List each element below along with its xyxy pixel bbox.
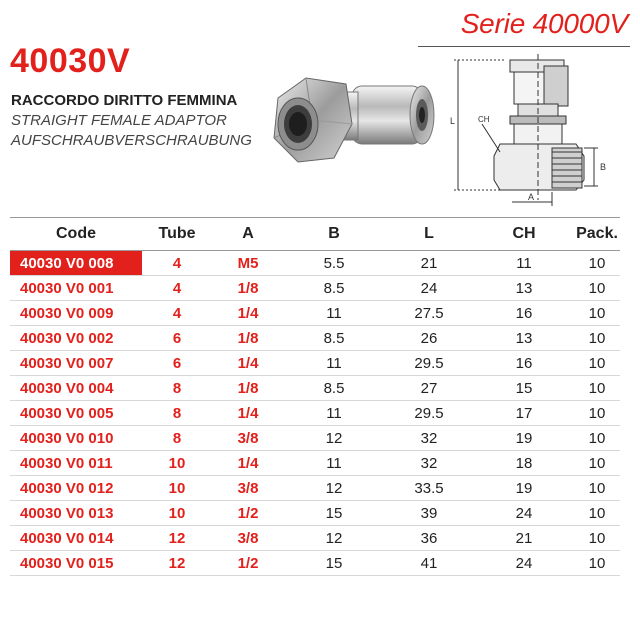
cell-code: 40030 V0 004 [10, 376, 142, 401]
cell-a: 3/8 [212, 476, 284, 501]
cell-l: 29.5 [384, 401, 474, 426]
cell-a: 3/8 [212, 526, 284, 551]
cell-a: 1/2 [212, 551, 284, 576]
cell-b: 8.5 [284, 326, 384, 351]
cell-l: 27.5 [384, 301, 474, 326]
cell-tube: 4 [142, 251, 212, 276]
cell-a: 1/8 [212, 326, 284, 351]
cell-ch: 13 [474, 326, 574, 351]
cell-ch: 13 [474, 276, 574, 301]
cell-ch: 21 [474, 526, 574, 551]
table-row [10, 276, 620, 301]
cell-ch: 17 [474, 401, 574, 426]
cell-b: 11 [284, 401, 384, 426]
cell-b: 15 [284, 551, 384, 576]
cell-a: 1/4 [212, 451, 284, 476]
cell-pack: 10 [574, 326, 620, 351]
cell-b: 11 [284, 451, 384, 476]
cell-ch: 16 [474, 351, 574, 376]
spec-table [10, 217, 620, 576]
cell-pack: 10 [574, 376, 620, 401]
cell-b: 11 [284, 301, 384, 326]
cell-tube: 4 [142, 276, 212, 301]
cell-l: 26 [384, 326, 474, 351]
cell-ch: 18 [474, 451, 574, 476]
cell-ch: 15 [474, 376, 574, 401]
cell-b: 11 [284, 351, 384, 376]
cell-tube: 4 [142, 301, 212, 326]
cell-code: 40030 V0 009 [10, 301, 142, 326]
cell-ch: 16 [474, 301, 574, 326]
cell-code: 40030 V0 001 [10, 276, 142, 301]
cell-pack: 10 [574, 501, 620, 526]
header-b: B [284, 218, 384, 251]
cell-l: 41 [384, 551, 474, 576]
table-row [10, 351, 620, 376]
cell-l: 27 [384, 376, 474, 401]
cell-code: 40030 V0 007 [10, 351, 142, 376]
header-code: Code [10, 218, 142, 251]
cell-pack: 10 [574, 276, 620, 301]
cell-pack: 10 [574, 251, 620, 276]
cell-pack: 10 [574, 526, 620, 551]
cell-a: 1/4 [212, 301, 284, 326]
cell-tube: 10 [142, 476, 212, 501]
cell-b: 12 [284, 426, 384, 451]
cell-ch: 24 [474, 501, 574, 526]
series-title: Serie 40000V [460, 8, 628, 39]
cell-b: 15 [284, 501, 384, 526]
table-row [10, 326, 620, 351]
diagram-label-ch: CH [478, 115, 490, 124]
cell-code: 40030 V0 012 [10, 476, 142, 501]
cell-pack: 10 [574, 426, 620, 451]
series-underline [418, 46, 630, 47]
cell-a: 1/4 [212, 401, 284, 426]
table-row [10, 251, 620, 276]
cell-code: 40030 V0 005 [10, 401, 142, 426]
cell-ch: 19 [474, 426, 574, 451]
cell-tube: 8 [142, 426, 212, 451]
cell-b: 12 [284, 476, 384, 501]
cell-code: 40030 V0 002 [10, 326, 142, 351]
diagram-label-b: B [600, 162, 607, 172]
cell-code: 40030 V0 013 [10, 501, 142, 526]
cell-code: 40030 V0 008 [10, 251, 142, 276]
cell-l: 24 [384, 276, 474, 301]
diagram-label-a: A [528, 192, 535, 202]
cell-l: 33.5 [384, 476, 474, 501]
cell-a: 1/8 [212, 276, 284, 301]
cell-a: 3/8 [212, 426, 284, 451]
diagram-label-l: L [450, 116, 456, 126]
table-row [10, 401, 620, 426]
technical-drawing [444, 52, 630, 212]
table-row [10, 301, 620, 326]
table-header-row [10, 218, 620, 251]
cell-pack: 10 [574, 451, 620, 476]
header-a: A [212, 218, 284, 251]
cell-a: 1/4 [212, 351, 284, 376]
product-name-german: AUFSCHRAUBVERSCHRAUBUNG [11, 132, 252, 149]
table-row [10, 426, 620, 451]
header-pack: Pack. [574, 218, 620, 251]
cell-tube: 12 [142, 551, 212, 576]
cell-l: 39 [384, 501, 474, 526]
product-code: 40030V [10, 42, 131, 80]
cell-code: 40030 V0 015 [10, 551, 142, 576]
cell-tube: 6 [142, 351, 212, 376]
table-row [10, 526, 620, 551]
cell-a: 1/2 [212, 501, 284, 526]
cell-code: 40030 V0 014 [10, 526, 142, 551]
cell-ch: 24 [474, 551, 574, 576]
table-row [10, 476, 620, 501]
cell-a: 1/8 [212, 376, 284, 401]
cell-b: 12 [284, 526, 384, 551]
cell-tube: 12 [142, 526, 212, 551]
cell-ch: 11 [474, 251, 574, 276]
cell-pack: 10 [574, 301, 620, 326]
cell-a: M5 [212, 251, 284, 276]
cell-tube: 8 [142, 376, 212, 401]
cell-b: 8.5 [284, 376, 384, 401]
cell-pack: 10 [574, 401, 620, 426]
cell-l: 29.5 [384, 351, 474, 376]
cell-pack: 10 [574, 476, 620, 501]
cell-ch: 19 [474, 476, 574, 501]
header-tube: Tube [142, 218, 212, 251]
cell-tube: 10 [142, 501, 212, 526]
cell-l: 32 [384, 451, 474, 476]
cell-l: 21 [384, 251, 474, 276]
cell-l: 32 [384, 426, 474, 451]
product-photo [260, 58, 440, 198]
cell-b: 8.5 [284, 276, 384, 301]
cell-pack: 10 [574, 351, 620, 376]
cell-code: 40030 V0 010 [10, 426, 142, 451]
cell-tube: 10 [142, 451, 212, 476]
cell-pack: 10 [574, 551, 620, 576]
header-l: L [384, 218, 474, 251]
product-name-english: STRAIGHT FEMALE ADAPTOR [11, 112, 227, 129]
cell-code: 40030 V0 011 [10, 451, 142, 476]
cell-l: 36 [384, 526, 474, 551]
table-row [10, 551, 620, 576]
table-row [10, 501, 620, 526]
table-row [10, 451, 620, 476]
cell-tube: 6 [142, 326, 212, 351]
table-row [10, 376, 620, 401]
product-name-italian: RACCORDO DIRITTO FEMMINA [11, 92, 238, 109]
header-ch: CH [474, 218, 574, 251]
cell-tube: 8 [142, 401, 212, 426]
cell-b: 5.5 [284, 251, 384, 276]
